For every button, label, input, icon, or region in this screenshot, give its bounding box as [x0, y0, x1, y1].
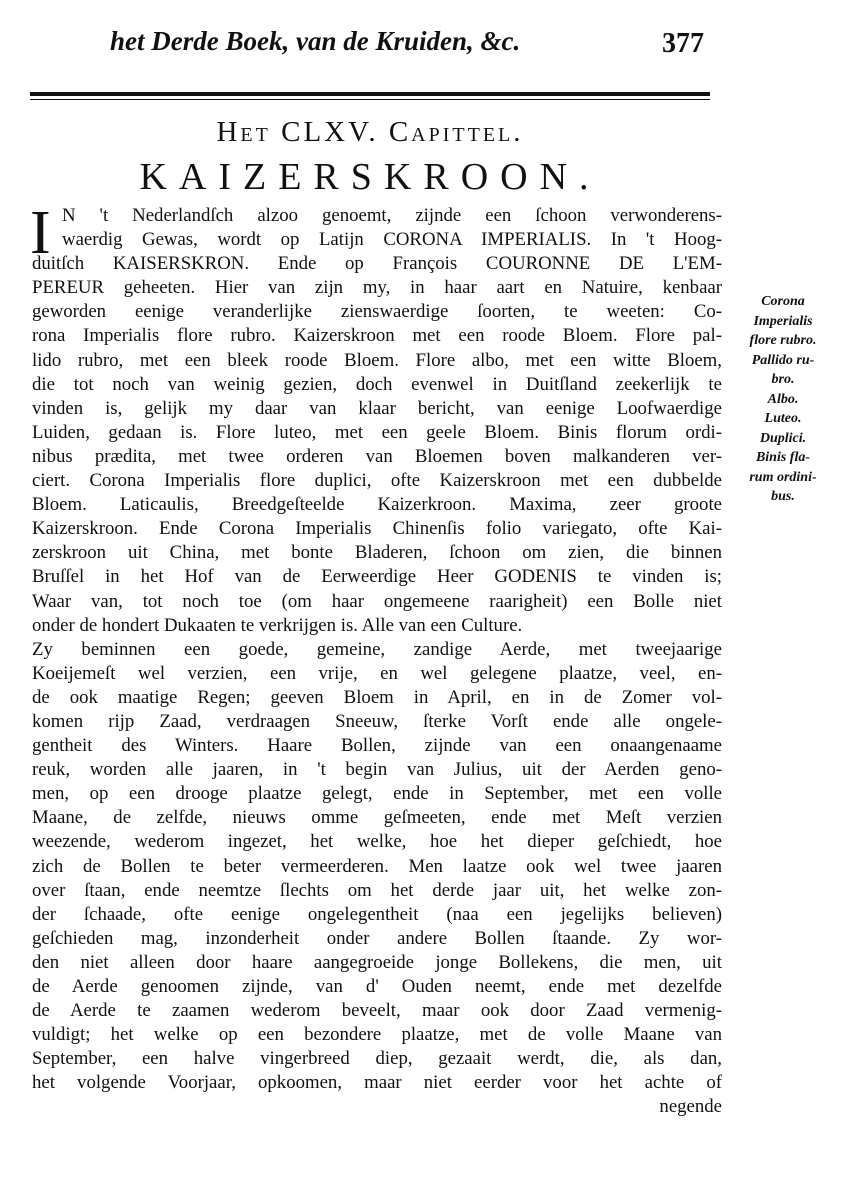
- text-line: Zy beminnen een goede, gemeine, zandige Aerde, met tweejaarige: [32, 638, 722, 660]
- margin-note: Albo.: [767, 391, 799, 407]
- margin-note: Pallido ru-: [751, 352, 815, 368]
- margin-note: bus.: [771, 489, 795, 504]
- text-line: nibus prædita, met twee orderen van Bloemen boven malkanderen ver-: [32, 445, 722, 467]
- text-line: vuldigt; het welke op een bezondere plaatze, met de volle Maane van: [32, 1024, 722, 1046]
- drop-cap: I: [30, 199, 51, 267]
- text-line: Maane, de zelfde, nieuws omme geſmeeten, ende met Meſt verzien: [32, 807, 722, 829]
- text-line: Luiden, gedaan is. Flore luteo, met een geele Bloem. Binis florum ordi-: [32, 421, 722, 443]
- text-line: Waar van, tot noch toe (om haar ongemeene raarigheit) een Bolle niet: [32, 590, 722, 612]
- text-line: die tot noch van weinig gezien, doch evenwel in Duitſland zeekerlijk te: [32, 373, 722, 395]
- text-line: geſchieden mag, inzonderheit onder andere Bollen ſtaande. Zy wor-: [32, 927, 722, 949]
- chapter-heading: Het CLXV. Capittel.: [216, 116, 524, 148]
- text-line: waerdig Gewas, wordt op Latijn CORONA IMPERIALIS. In 't Hoog-: [62, 229, 722, 251]
- text-line: Kaizerskroon. Ende Corona Imperialis Chinenſis folio variegato, ofte Kai-: [32, 518, 722, 540]
- header-rule-thin: [30, 99, 710, 100]
- text-line: gentheit des Winters. Haare Bollen, zijnde van een onaangenaame: [32, 735, 722, 757]
- text-line: duitſch KAISERSKRON. Ende op François COURONNE DE L'EM-: [32, 253, 722, 275]
- margin-note: Corona: [761, 294, 805, 309]
- text-line: lido rubro, met een bleek roode Bloem. Flore albo, met een witte Bloem,: [32, 349, 722, 371]
- margin-note: Luteo.: [764, 411, 802, 426]
- text-line: Bloem. Laticaulis, Breedgeſteelde Kaizerkroon. Maxima, zeer groote: [32, 494, 722, 516]
- body-text: [30, 199, 722, 1120]
- text-line: September, een halve vingerbreed diep, gezaait werdt, die, als dan,: [32, 1048, 722, 1070]
- text-line: zich de Bollen te beter vermeerderen. Men laatze ook wel twee jaaren: [32, 855, 722, 877]
- text-line: de ook maatige Regen; geeven Bloem in April, en in de Zomer vol-: [32, 686, 722, 708]
- text-line: N 't Nederlandſch alzoo genoemt, zijnde een ſchoon verwonderens-: [62, 205, 722, 226]
- text-line: men, op een drooge plaatze gelegt, ende in September, met een volle: [32, 783, 722, 805]
- text-line: ciert. Corona Imperialis flore duplici, ofte Kaizerskroon met een dubbelde: [32, 470, 722, 492]
- text-line: de Aerde te zaamen wederom beveelt, maar ook door Zaad vermenig-: [32, 1000, 722, 1022]
- text-line: reuk, worden alle jaaren, in 't begin van Julius, uit der Aerden geno-: [32, 759, 722, 781]
- catchword: negende: [659, 1096, 722, 1118]
- text-line: vinden is, gelijk my daar van klaar bericht, van eenige Loofwaerdige: [32, 397, 722, 419]
- text-line: komen rijp Zaad, verdraagen Sneeuw, ſterke Vorſt ende alle ongele-: [32, 710, 722, 732]
- margin-note: Imperialis: [753, 313, 813, 329]
- text-line: den niet alleen door haare aangegroeide jonge Bollekens, die men, uit: [32, 951, 722, 973]
- text-line: het volgende Voorjaar, opkoomen, maar niet eerder voor het achte of: [32, 1072, 722, 1094]
- header-rule: [30, 92, 710, 96]
- text-line: rona Imperialis flore rubro. Kaizerskroon met een roode Bloem. Flore pal-: [32, 325, 722, 347]
- page-title: KAIZERSKROON.: [139, 156, 601, 198]
- text-line: onder de hondert Dukaaten te verkrijgen is. Alle van een Culture.: [32, 614, 523, 636]
- text-line: geworden eenige veranderlijke zienswaerdige ſoorten, te weeten: Co-: [32, 301, 722, 323]
- margin-note: Duplici.: [759, 430, 807, 446]
- text-line: Bruſſel in het Hof van de Eerweerdige Heer GODENIS te vinden is;: [32, 566, 722, 588]
- text-line: der ſchaade, ofte eenige ongelegentheit (naa een jegelijks believen): [32, 903, 722, 925]
- page-number: 377: [662, 28, 704, 59]
- running-head: het Derde Boek, van de Kruiden, &c.: [110, 26, 521, 56]
- margin-note: rum ordini-: [749, 469, 817, 485]
- text-line: Koeijemeſt wel verzien, een vrije, en wel gelegene plaatze, veel, en-: [32, 662, 722, 684]
- text-line: over ſtaan, ende neemtze ſlechts om het derde jaar uit, het welke zon-: [32, 879, 722, 901]
- margin-note: bro.: [771, 372, 795, 387]
- text-line: de Aerde genoomen zijnde, van d' Ouden neemt, ende met dezelfde: [32, 976, 722, 997]
- margin-note: Binis fla-: [755, 450, 811, 465]
- margin-notes: [728, 292, 838, 507]
- text-line: PEREUR geheeten. Hier van zijn my, in haar aart en Natuire, kenbaar: [32, 277, 722, 299]
- text-line: zerskroon uit China, met bonte Bladeren, ſchoon om zien, die binnen: [32, 542, 722, 564]
- text-line: weezende, wederom ingezet, het welke, hoe het dieper geſchiedt, hoe: [32, 831, 722, 853]
- margin-note: flore rubro.: [749, 333, 817, 348]
